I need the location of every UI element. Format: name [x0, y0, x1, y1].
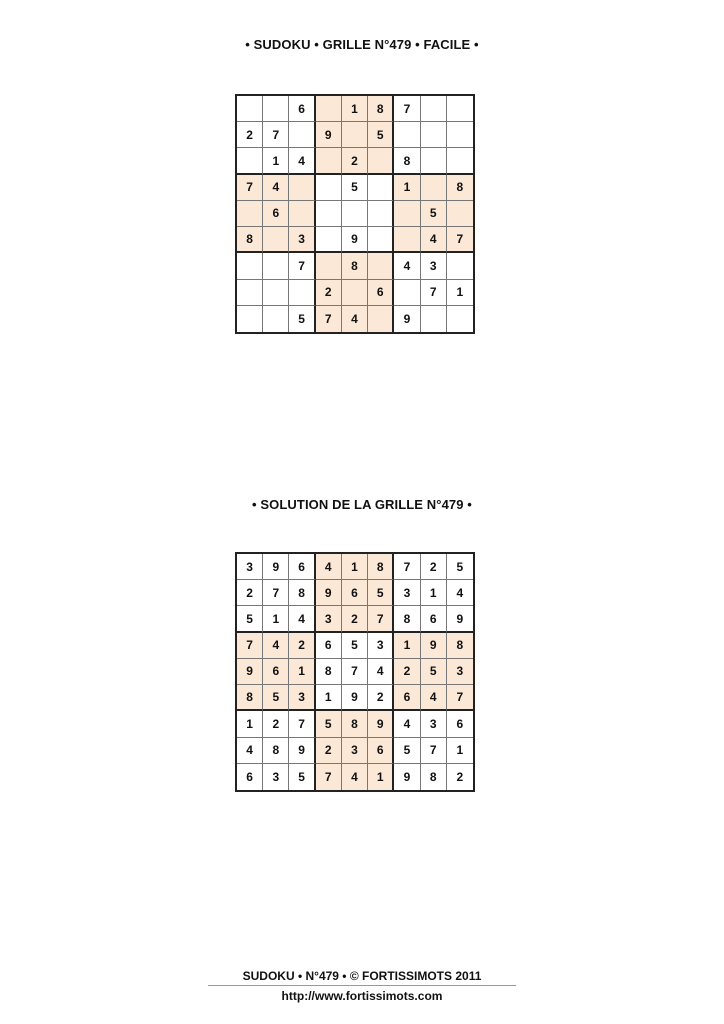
solution-cell: 8	[368, 554, 394, 580]
puzzle-cell[interactable]	[342, 201, 368, 227]
solution-cell: 3	[447, 659, 473, 685]
solution-cell: 3	[394, 580, 420, 606]
puzzle-cell[interactable]: 7	[421, 280, 447, 306]
solution-cell: 5	[342, 633, 368, 659]
solution-cell: 2	[263, 711, 289, 737]
solution-cell: 3	[237, 554, 263, 580]
puzzle-cell[interactable]	[421, 96, 447, 122]
puzzle-cell[interactable]	[237, 306, 263, 332]
puzzle-cell[interactable]	[263, 306, 289, 332]
solution-cell: 4	[394, 711, 420, 737]
solution-cell: 5	[263, 685, 289, 711]
puzzle-cell[interactable]: 4	[421, 227, 447, 253]
puzzle-cell[interactable]: 6	[263, 201, 289, 227]
solution-cell: 7	[368, 606, 394, 632]
puzzle-cell[interactable]: 4	[394, 253, 420, 279]
solution-cell: 2	[368, 685, 394, 711]
puzzle-cell[interactable]	[316, 148, 342, 174]
puzzle-cell[interactable]	[421, 306, 447, 332]
solution-cell: 5	[316, 711, 342, 737]
puzzle-cell[interactable]: 7	[447, 227, 473, 253]
puzzle-cell[interactable]	[237, 253, 263, 279]
solution-cell: 5	[421, 659, 447, 685]
puzzle-cell[interactable]	[263, 96, 289, 122]
puzzle-cell[interactable]	[316, 227, 342, 253]
puzzle-cell[interactable]	[447, 253, 473, 279]
puzzle-cell[interactable]: 7	[289, 253, 315, 279]
solution-cell: 8	[263, 738, 289, 764]
puzzle-cell[interactable]	[237, 148, 263, 174]
puzzle-cell[interactable]: 9	[316, 122, 342, 148]
puzzle-cell[interactable]	[316, 96, 342, 122]
puzzle-cell[interactable]: 7	[263, 122, 289, 148]
solution-cell: 1	[368, 764, 394, 790]
puzzle-cell[interactable]	[368, 201, 394, 227]
solution-cell: 1	[316, 685, 342, 711]
solution-cell: 9	[342, 685, 368, 711]
solution-cell: 9	[447, 606, 473, 632]
solution-cell: 9	[368, 711, 394, 737]
solution-cell: 2	[237, 580, 263, 606]
puzzle-cell[interactable]	[237, 96, 263, 122]
solution-cell: 4	[447, 580, 473, 606]
solution-cell: 2	[421, 554, 447, 580]
puzzle-cell[interactable]: 3	[421, 253, 447, 279]
puzzle-cell[interactable]: 2	[316, 280, 342, 306]
puzzle-cell[interactable]: 2	[342, 148, 368, 174]
solution-cell: 8	[237, 685, 263, 711]
solution-cell: 7	[394, 554, 420, 580]
puzzle-cell[interactable]	[289, 122, 315, 148]
puzzle-cell[interactable]: 4	[342, 306, 368, 332]
solution-cell: 8	[289, 580, 315, 606]
puzzle-cell[interactable]: 4	[263, 175, 289, 201]
puzzle-cell[interactable]	[421, 122, 447, 148]
puzzle-cell[interactable]	[263, 280, 289, 306]
solution-cell: 4	[368, 659, 394, 685]
puzzle-cell[interactable]	[447, 148, 473, 174]
solution-cell: 1	[394, 633, 420, 659]
solution-cell: 7	[237, 633, 263, 659]
solution-cell: 1	[237, 711, 263, 737]
solution-cell: 9	[263, 554, 289, 580]
solution-cell: 3	[263, 764, 289, 790]
solution-cell: 7	[447, 685, 473, 711]
puzzle-cell[interactable]	[368, 253, 394, 279]
solution-cell: 1	[263, 606, 289, 632]
puzzle-cell[interactable]: 4	[289, 148, 315, 174]
solution-cell: 7	[316, 764, 342, 790]
puzzle-cell[interactable]	[368, 227, 394, 253]
puzzle-title: • SUDOKU • GRILLE N°479 • FACILE •	[245, 37, 479, 52]
solution-cell: 7	[263, 580, 289, 606]
puzzle-cell[interactable]	[342, 280, 368, 306]
solution-cell: 4	[342, 764, 368, 790]
solution-cell: 9	[237, 659, 263, 685]
solution-cell: 6	[447, 711, 473, 737]
solution-cell: 3	[316, 606, 342, 632]
puzzle-cell[interactable]: 1	[447, 280, 473, 306]
solution-cell: 2	[316, 738, 342, 764]
puzzle-cell[interactable]	[368, 148, 394, 174]
solution-cell: 3	[368, 633, 394, 659]
puzzle-cell[interactable]	[421, 148, 447, 174]
solution-cell: 5	[447, 554, 473, 580]
puzzle-cell[interactable]: 1	[394, 175, 420, 201]
solution-cell: 8	[421, 764, 447, 790]
solution-cell: 6	[263, 659, 289, 685]
solution-cell: 2	[456, 769, 464, 784]
solution-cell: 8	[316, 659, 342, 685]
solution-cell: 4	[316, 554, 342, 580]
puzzle-cell[interactable]	[447, 306, 473, 332]
puzzle-cell[interactable]	[263, 227, 289, 253]
puzzle-cell[interactable]	[263, 253, 289, 279]
puzzle-cell[interactable]	[447, 96, 473, 122]
solution-cell: 3	[421, 711, 447, 737]
puzzle-cell[interactable]: 8	[394, 148, 420, 174]
puzzle-cell[interactable]	[368, 306, 394, 332]
puzzle-cell[interactable]: 7	[237, 175, 263, 201]
solution-cell: 6	[316, 633, 342, 659]
puzzle-cell[interactable]	[368, 175, 394, 201]
solution-cell: 1	[421, 580, 447, 606]
puzzle-cell[interactable]: 7	[316, 306, 342, 332]
puzzle-cell[interactable]	[237, 201, 263, 227]
solution-cell: 3	[342, 738, 368, 764]
puzzle-grid	[235, 94, 475, 334]
puzzle-cell[interactable]: 7	[394, 96, 420, 122]
solution-cell: 8	[394, 606, 420, 632]
solution-cell: 1	[289, 659, 315, 685]
puzzle-cell[interactable]	[316, 175, 342, 201]
puzzle-cell[interactable]: 6	[368, 280, 394, 306]
puzzle-cell[interactable]	[289, 175, 315, 201]
solution-cell: 8	[447, 633, 473, 659]
puzzle-cell[interactable]	[394, 280, 420, 306]
solution-cell: 1	[342, 554, 368, 580]
solution-cell: 5	[394, 738, 420, 764]
puzzle-cell[interactable]: 5	[342, 175, 368, 201]
solution-cell: 4	[289, 606, 315, 632]
solution-cell: 5	[237, 606, 263, 632]
puzzle-cell[interactable]	[342, 122, 368, 148]
footer-copyright: SUDOKU • N°479 • © FORTISSIMOTS 2011	[242, 969, 482, 983]
puzzle-cell[interactable]: 5	[421, 201, 447, 227]
solution-cell: 9	[289, 738, 315, 764]
solution-cell: 5	[289, 764, 315, 790]
solution-cell: 6	[394, 685, 420, 711]
solution-cell: 9	[394, 764, 420, 790]
solution-cell: 6	[237, 764, 263, 790]
solution-cell: 7	[342, 659, 368, 685]
solution-cell: 9	[421, 633, 447, 659]
puzzle-cell[interactable]: 9	[394, 306, 420, 332]
puzzle-cell[interactable]	[394, 201, 420, 227]
puzzle-cell[interactable]	[289, 280, 315, 306]
solution-cell: 6	[289, 554, 315, 580]
solution-cell: 2	[394, 659, 420, 685]
solution-grid	[235, 552, 475, 792]
puzzle-cell[interactable]	[447, 122, 473, 148]
solution-cell: 5	[368, 580, 394, 606]
puzzle-cell[interactable]	[237, 280, 263, 306]
solution-cell: 8	[342, 711, 368, 737]
puzzle-cell[interactable]: 1	[263, 148, 289, 174]
footer-divider	[208, 985, 516, 986]
puzzle-cell[interactable]: 8	[368, 96, 394, 122]
solution-cell: 6	[368, 738, 394, 764]
puzzle-cell[interactable]: 5	[368, 122, 394, 148]
puzzle-cell[interactable]	[316, 201, 342, 227]
solution-cell: 9	[316, 580, 342, 606]
puzzle-cell[interactable]	[421, 175, 447, 201]
puzzle-cell[interactable]: 8	[342, 253, 368, 279]
puzzle-cell[interactable]: 1	[342, 96, 368, 122]
puzzle-cell[interactable]: 8	[237, 227, 263, 253]
puzzle-cell[interactable]: 8	[447, 175, 473, 201]
solution-cell: 4	[263, 633, 289, 659]
puzzle-cell[interactable]	[394, 227, 420, 253]
solution-cell: 6	[421, 606, 447, 632]
puzzle-cell[interactable]	[289, 201, 315, 227]
puzzle-cell[interactable]: 3	[289, 227, 315, 253]
solution-cell: 2	[342, 606, 368, 632]
solution-cell: 7	[421, 738, 447, 764]
puzzle-cell[interactable]	[447, 201, 473, 227]
puzzle-cell[interactable]: 2	[237, 122, 263, 148]
solution-cell: 4	[421, 685, 447, 711]
solution-cell: 6	[342, 580, 368, 606]
puzzle-cell[interactable]	[394, 122, 420, 148]
puzzle-cell[interactable]: 9	[342, 227, 368, 253]
solution-cell: 7	[289, 711, 315, 737]
solution-cell: 3	[289, 685, 315, 711]
puzzle-cell[interactable]: 6	[289, 96, 315, 122]
solution-cell: 2	[289, 633, 315, 659]
solution-cell: 4	[237, 738, 263, 764]
puzzle-cell[interactable]	[316, 253, 342, 279]
solution-title: • SOLUTION DE LA GRILLE N°479 •	[252, 497, 472, 512]
puzzle-cell[interactable]: 5	[289, 306, 315, 332]
footer-url[interactable]: http://www.fortissimots.com	[281, 989, 443, 1003]
solution-cell: 1	[447, 738, 473, 764]
